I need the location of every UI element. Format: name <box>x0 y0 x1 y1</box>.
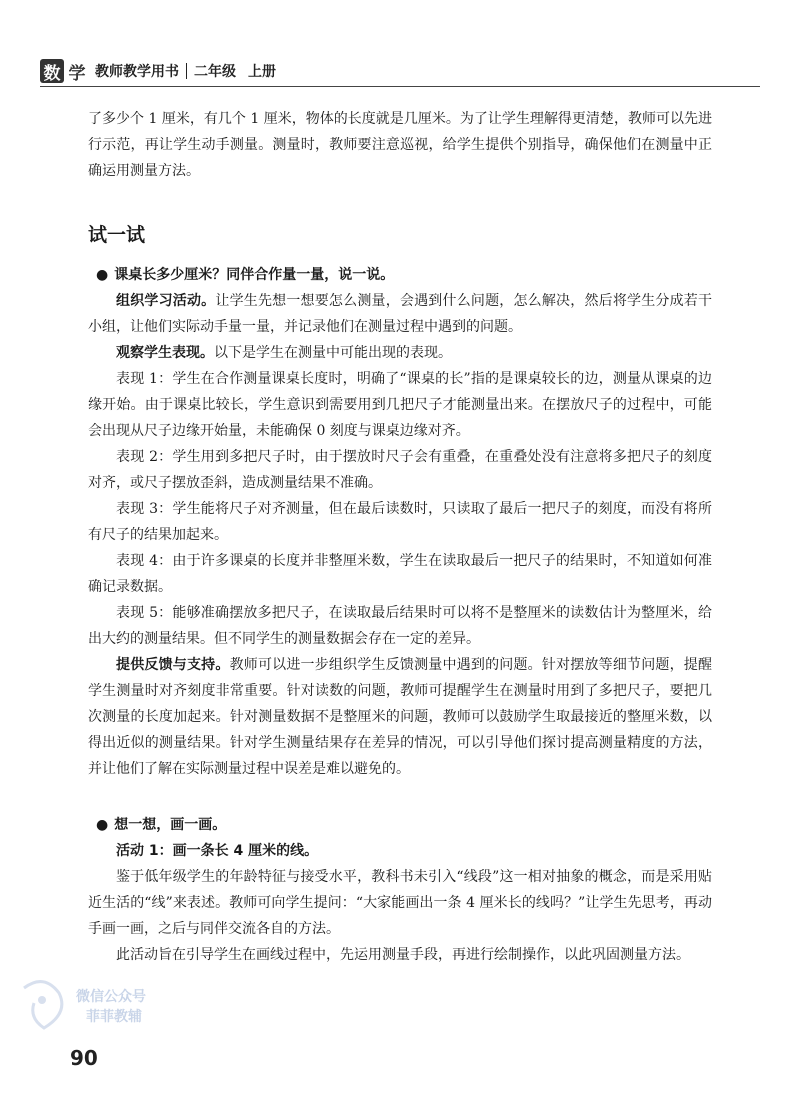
volume-label: 上册 <box>248 64 276 80</box>
page-content <box>88 106 712 968</box>
performance-1: 表现 1：学生在合作测量课桌长度时，明确了“课桌的长”指的是课桌较长的边，测量从课桌的边缘开始。由于课桌比较长，学生意识到需要用到几把尺子才能测量出来。在摆放尺子的过程中，可能会出现从尺子边缘开始量，未能确保 0 刻度与课桌边缘对齐。 <box>88 371 712 439</box>
activity-1-title: 活动 1：画一条长 4 厘米的线。 <box>116 843 319 859</box>
performance-5: 表现 5：能够准确摆放多把尺子，在读取最后结果时可以将不是整厘米的读数估计为整厘米，给出大约的测量结果。但不同学生的测量数据会存在一定的差异。 <box>88 605 712 647</box>
obs-text: 以下是学生在测量中可能出现的表现。 <box>214 345 452 361</box>
bullet-heading-2 <box>88 812 712 838</box>
activity-paragraph-2: 此活动旨在引导学生在画线过程中，先运用测量手段，再进行绘制操作，以此巩固测量方法。 <box>116 947 690 963</box>
bullet-text-2: 想一想，画一画。 <box>114 817 227 833</box>
math-logo <box>40 59 89 83</box>
feedback-paragraph <box>88 652 712 782</box>
org-text: 让学生先想一想要怎么测量，会遇到什么问题，怎么解决，然后将学生分成若干小组，让他们实际动手量一量，并记录他们在测量过程中遇到的问题。 <box>88 293 713 335</box>
org-paragraph <box>88 288 712 340</box>
feedback-lead: 提供反馈与支持。 <box>116 657 230 673</box>
logo-char-2: 学 <box>68 63 86 84</box>
feedback-text: 教师可以进一步组织学生反馈测量中遇到的问题。针对摆放等细节问题，提醒学生测量时对齐刻度非常重要。针对读数的问题，教师可提醒学生在测量时用到了多把尺子，要把几次测量的长度加起来。针对测量数据不是整厘米的问题，教师可以鼓励学生取最接近的整厘米数，以得出近似的测量结果。针对学生测量结果存在差异的情况，可以引导他们探讨提高测量精度的方法，并让他们了解在实际测量过程中误差是难以避免的。 <box>88 657 712 777</box>
section-title: 试一试 <box>88 224 146 246</box>
obs-paragraph <box>88 340 712 366</box>
header-rule <box>40 86 760 87</box>
bullet-icon: ● <box>96 817 109 833</box>
watermark-line-2: 菲菲教辅 <box>86 1009 142 1025</box>
watermark <box>14 968 154 1038</box>
org-lead: 组织学习活动。 <box>116 293 216 309</box>
watermark-logo-icon <box>14 968 84 1038</box>
book-title: 教师教学用书 <box>95 64 179 80</box>
bullet-icon: ● <box>96 267 109 283</box>
watermark-line-1: 微信公众号 <box>76 989 146 1005</box>
page-number: 90 <box>70 1046 98 1070</box>
logo-char-1: 数 <box>40 59 64 83</box>
obs-lead: 观察学生表现。 <box>116 345 214 361</box>
activity-paragraph-1: 鉴于低年级学生的年龄特征与接受水平，教科书未引入“线段”这一相对抽象的概念，而是采用贴近生活的“线”来表述。教师可向学生提问：“大家能画出一条 4 厘米长的线吗？”让学生先思考，再动手画一画，之后与同伴交流各自的方法。 <box>88 869 712 937</box>
performance-4: 表现 4：由于许多课桌的长度并非整厘米数，学生在读取最后一把尺子的结果时，不知道如何准确记录数据。 <box>88 553 712 595</box>
bullet-text-1: 课桌长多少厘米？同伴合作量一量，说一说。 <box>114 267 395 283</box>
intro-paragraph: 了多少个 1 厘米，有几个 1 厘米，物体的长度就是几厘米。为了让学生理解得更清楚，教师可以先进行示范，再让学生动手测量。测量时，教师要注意巡视，给学生提供个别指导，确保他们在测量中正确运用测量方法。 <box>88 111 712 179</box>
performance-2: 表现 2：学生用到多把尺子时，由于摆放时尺子会有重叠，在重叠处没有注意将多把尺子的刻度对齐，或尺子摆放歪斜，造成测量结果不准确。 <box>88 449 712 491</box>
page-header <box>40 58 276 84</box>
grade-label: 二年级 <box>194 64 236 80</box>
header-divider <box>186 63 187 79</box>
bullet-heading-1 <box>88 262 712 288</box>
performance-3: 表现 3：学生能将尺子对齐测量，但在最后读数时，只读取了最后一把尺子的刻度，而没有将所有尺子的结果加起来。 <box>88 501 712 543</box>
